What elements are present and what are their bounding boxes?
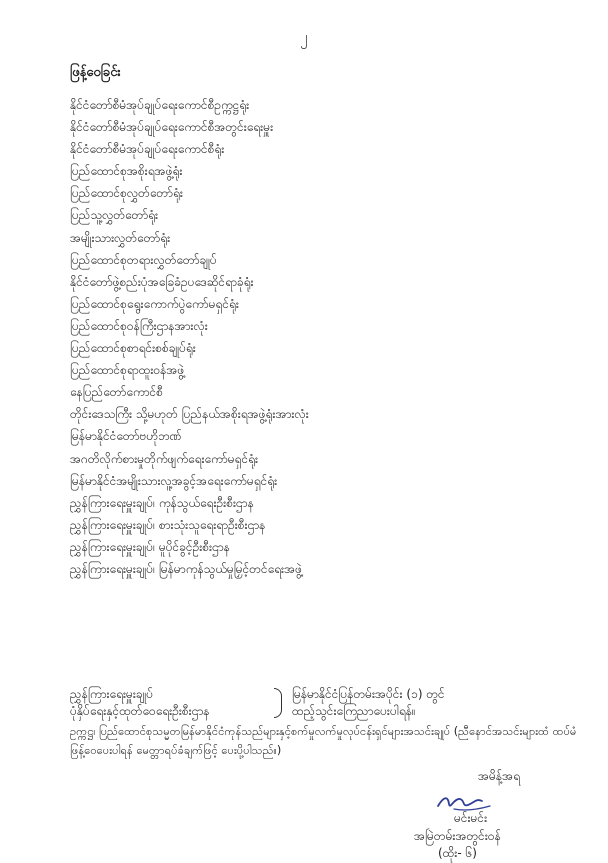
list-item: နိုင်ငံတော်စီမံအုပ်ချုပ်ရေးကောင်စီရုံး (70, 142, 225, 157)
signer-title: အမြဲတမ်းအတွင်းဝန် (414, 829, 501, 843)
distribution-heading: ဖြန့်ဝေခြင်း (70, 65, 121, 80)
list-item: အဂတိလိုက်စားမှုတိုက်ဖျက်ရေးကော်မရှင်ရုံး (70, 451, 259, 466)
bracket-instruction-text (292, 686, 445, 720)
list-item: နိုင်ငံတော်ဖွဲ့စည်းပုံအခြေခံဥပဒေဆိုင်ရာခုံရုံး (70, 274, 254, 289)
curly-bracket (274, 688, 282, 718)
list-item: ပြည်ထောင်စုရာထူးဝန်အဖွဲ့ (70, 363, 185, 378)
list-item: ညွှန်ကြားရေးမှူးချုပ်၊ မြန်မာကုန်သွယ်မှုမြှင့်တင်ရေးအဖွဲ့ (70, 561, 302, 576)
federation-note: ဥက္ကဋ္ဌ၊ ပြည်ထောင်စုသမ္မတမြန်မာနိုင်ငံကုန်သည်များနှင့်စက်မှုလက်မှုလုပ်ငန်းရှင်များအသင်းချုပ် (ညီနောင်အသင်းများထံ ထပ်မံဖြန့်ဝေပေးပါရန် မေတ္တာရပ်ခံချက်ဖြင့် ပေးပို့ပါသည်။) (70, 725, 577, 757)
list-item: ပြည်ထောင်စုအစိုးရအဖွဲ့ရုံး (70, 164, 183, 179)
list-item: နေပြည်တော်ကောင်စီ (70, 385, 163, 400)
list-item: အမျိုးသားလွှတ်တော်ရုံး (70, 230, 171, 245)
bracketed-recipient (70, 686, 590, 720)
list-item: ညွှန်ကြားရေးမှူးချုပ်၊ ကုန်သွယ်ရေးဦးစီးဌာန (70, 495, 254, 510)
bracket-right-line: မြန်မာနိုင်ငံပြန်တမ်းအပိုင်း (၁) တွင် (292, 687, 445, 701)
list-item: မြန်မာနိုင်ငံအမျိုးသားလူ့အခွင့်အရေးကော်မရှင်ရုံး (70, 473, 278, 488)
signer-extra: (ထိုး- ၆) (438, 846, 477, 860)
bracket-left-line: ပုံနှိပ်ရေးနှင့်ထုတ်ဝေရေးဦးစီးဌာန (70, 704, 210, 718)
distribution-list (70, 94, 540, 580)
list-item: နိုင်ငံတော်စီမံအုပ်ချုပ်ရေးကောင်စီအတွင်းရေးမှူး (70, 120, 274, 135)
closing-phrase: အမိန့်အရ (478, 769, 520, 783)
bracket-recipient-text (70, 686, 210, 720)
list-item: တိုင်းဒေသကြီး သို့မဟုတ် ပြည်နယ်အစိုးရအဖွဲ့ရုံးအားလုံး (70, 407, 309, 422)
list-item: ပြည်ထောင်စုရွေးကောက်ပွဲကော်မရှင်ရုံး (70, 296, 239, 311)
signer-name: မင်းမင်း (454, 811, 488, 825)
page-number: ၂ (300, 28, 308, 46)
bracket-right-line: ထည့်သွင်းကြေညာပေးပါရန်။ (292, 704, 416, 718)
list-item: ပြည်ထောင်စုဝန်ကြီးဌာနအားလုံး (70, 318, 208, 333)
list-item: ညွှန်ကြားရေးမှူးချုပ်၊ စားသုံးသူရေးရာဦးစီးဌာန (70, 517, 266, 532)
list-item: ပြည်ထောင်စုတရားလွှတ်တော်ချုပ် (70, 252, 217, 267)
list-item: ပြည်ထောင်စုစာရင်းစစ်ချုပ်ရုံး (70, 341, 196, 356)
list-item: ပြည်ထောင်စုလွှတ်တော်ရုံး (70, 186, 183, 201)
list-item: နိုင်ငံတော်စီမံအုပ်ချုပ်ရေးကောင်စီဥက္ကဋ္ဌရုံး (70, 98, 250, 112)
bracket-left-line: ညွှန်ကြားရေးမှူးချုပ် (70, 687, 154, 701)
list-item: မြန်မာနိုင်ငံတော်ဗဟိုဘဏ် (70, 429, 182, 444)
list-item: ညွှန်ကြားရေးမှူးချုပ်၊ မူပိုင်ခွင့်ဦးစီးဌာန (70, 539, 230, 554)
list-item: ပြည်သူ့လွှတ်တော်ရုံး (70, 208, 159, 223)
